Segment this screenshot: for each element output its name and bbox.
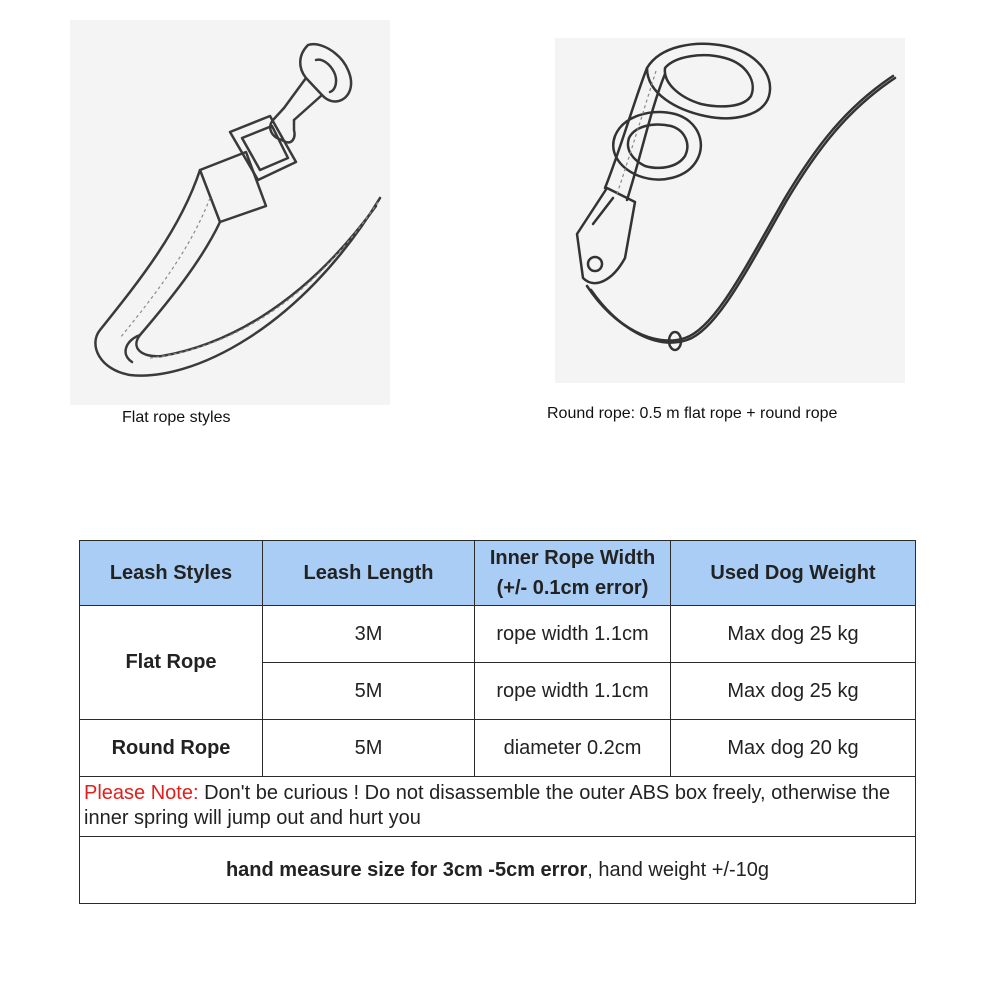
- length-cell: 3M: [263, 606, 475, 663]
- table-header-row: [80, 541, 916, 606]
- header-leash-styles: Leash Styles: [80, 541, 263, 606]
- header-leash-length: Leash Length: [263, 541, 475, 606]
- round-rope-caption: Round rope: 0.5 m flat rope + round rope: [547, 405, 838, 422]
- measure-note-cell: [80, 837, 916, 904]
- leash-spec-table: [79, 540, 916, 904]
- header-inner-rope-width-line2: (+/- 0.1cm error): [496, 577, 649, 599]
- weight-cell: Max dog 20 kg: [671, 720, 916, 777]
- length-cell: 5M: [263, 720, 475, 777]
- flat-rope-caption: Flat rope styles: [122, 409, 231, 426]
- table-row: [80, 606, 916, 663]
- note-prefix: Please Note:: [84, 782, 199, 804]
- round-rope-style-cell: Round Rope: [80, 720, 263, 777]
- table-row: [80, 720, 916, 777]
- weight-cell: Max dog 25 kg: [671, 663, 916, 720]
- weight-cell: Max dog 25 kg: [671, 606, 916, 663]
- width-cell: rope width 1.1cm: [475, 606, 671, 663]
- round-rope-illustration: [555, 38, 905, 383]
- header-inner-rope-width-line1: Inner Rope Width: [489, 547, 656, 569]
- note-row: [80, 777, 916, 837]
- flat-rope-illustration: [70, 20, 390, 405]
- flat-rope-style-cell: Flat Rope: [80, 606, 263, 720]
- note-text: Don't be curious ! Do not disassemble the outer ABS box freely, otherwise the inner spring will jump out and hurt you: [84, 782, 891, 829]
- width-cell: diameter 0.2cm: [475, 720, 671, 777]
- measure-note-bold: hand measure size for 3cm -5cm error: [225, 858, 588, 881]
- length-cell: 5M: [263, 663, 475, 720]
- please-note-cell: [80, 777, 916, 837]
- header-inner-rope-width: [475, 541, 671, 606]
- header-used-dog-weight: Used Dog Weight: [671, 541, 916, 606]
- width-cell: rope width 1.1cm: [475, 663, 671, 720]
- measure-note-rest: , hand weight +/-10g: [587, 858, 770, 881]
- measure-row: [80, 837, 916, 904]
